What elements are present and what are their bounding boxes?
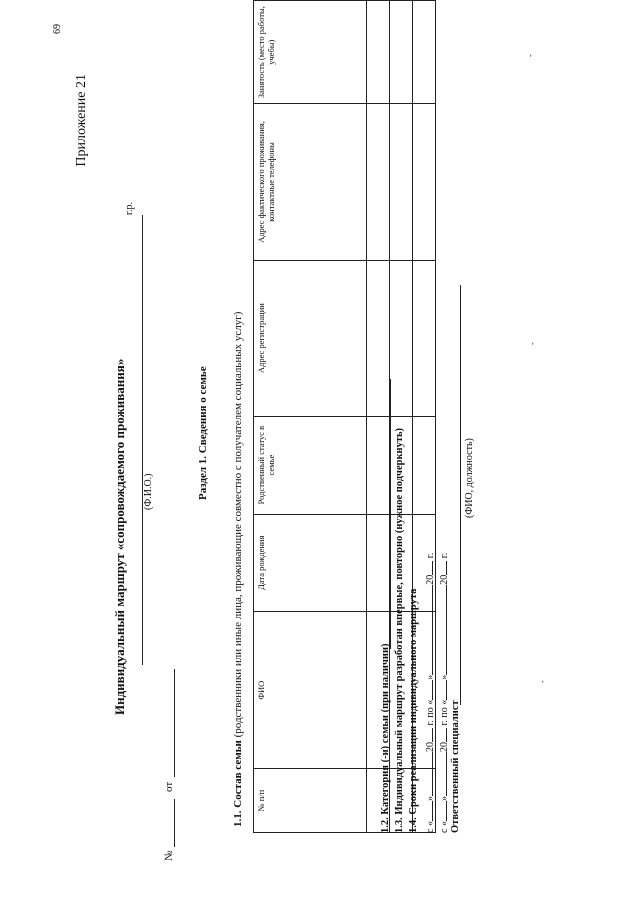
month-field[interactable]: [422, 585, 433, 675]
header-registration-address: Адрес регистрации: [254, 260, 367, 416]
item-1-3: 1.3. Индивидуальный маршрут разработан впервые, повторно (нужное подчеркнуть): [394, 427, 405, 833]
period-from-prefix: с «: [439, 821, 450, 833]
header-birth-date: Дата рождения: [254, 514, 367, 611]
item-1-2: 1.2. Категория (-и) семьи (при наличии): [380, 643, 391, 833]
item-1-1-description: (родственники или иные лица, проживающие совместно с получателем социальных услуг): [232, 311, 244, 741]
header-employment: Занятость (место работы, учебы): [254, 1, 367, 104]
day-field[interactable]: [422, 680, 433, 700]
period-quote: »: [439, 796, 450, 802]
table-header-row: [254, 1, 367, 833]
number-field-line[interactable]: [174, 799, 175, 847]
scan-mark: -: [538, 680, 547, 683]
period-year: 20: [425, 574, 436, 585]
period-to-prefix: г. по «: [425, 699, 436, 726]
responsible-specialist-label: Ответственный специалист: [450, 700, 461, 833]
period-quote: »: [425, 796, 436, 802]
table-cell[interactable]: [390, 1, 413, 104]
year-field[interactable]: [436, 561, 447, 575]
month-field[interactable]: [436, 585, 447, 675]
table-cell[interactable]: [367, 260, 390, 416]
year-field[interactable]: [422, 728, 433, 742]
year-field[interactable]: [422, 561, 433, 575]
responsible-hint: (ФИО, должность): [464, 438, 475, 518]
table-cell[interactable]: [413, 1, 436, 104]
period-year-suffix: г.: [425, 552, 436, 559]
day-field[interactable]: [436, 680, 447, 700]
table-cell[interactable]: [390, 104, 413, 260]
period-row-2: [436, 553, 450, 833]
table-cell[interactable]: [367, 514, 390, 611]
header-relation: Родственный статус в семье: [254, 416, 367, 514]
item-1-4: 1.4. Сроки реализации индивидуального маршрута: [408, 588, 419, 833]
period-to-prefix: г. по «: [439, 699, 450, 726]
item-1-1-label: 1.1. Состав семьи: [232, 740, 244, 827]
period-quote: »: [425, 674, 436, 680]
table-cell[interactable]: [413, 416, 436, 514]
month-field[interactable]: [436, 752, 447, 796]
from-label: от: [163, 781, 175, 792]
period-year: 20: [425, 742, 436, 753]
birth-year-label: г.р.: [124, 202, 135, 215]
period-row-1: [422, 553, 436, 833]
page-number: 69: [52, 24, 63, 34]
scan-mark: -: [526, 54, 535, 57]
day-field[interactable]: [422, 801, 433, 821]
number-label: №: [163, 850, 175, 861]
month-field[interactable]: [422, 752, 433, 796]
table-cell[interactable]: [367, 1, 390, 104]
header-index: № п/п: [254, 769, 367, 833]
table-cell[interactable]: [390, 260, 413, 416]
period-year: 20: [439, 574, 450, 585]
responsible-field-line[interactable]: [460, 285, 461, 705]
period-year-suffix: г.: [439, 552, 450, 559]
category-field-line[interactable]: [390, 379, 391, 649]
appendix-label: Приложение 21: [74, 74, 89, 167]
table-cell[interactable]: [367, 104, 390, 260]
day-field[interactable]: [436, 801, 447, 821]
header-actual-address: Адрес фактического проживания, контактные телефоны: [254, 104, 367, 260]
scan-mark: -: [528, 342, 537, 345]
table-cell[interactable]: [367, 416, 390, 514]
table-cell[interactable]: [413, 104, 436, 260]
table-cell[interactable]: [413, 260, 436, 416]
header-fio: ФИО: [254, 612, 367, 769]
fio-field-line[interactable]: [128, 215, 143, 665]
period-from-prefix: с «: [425, 821, 436, 833]
family-composition-heading: [232, 312, 244, 827]
year-field[interactable]: [436, 728, 447, 742]
date-field-line[interactable]: [174, 669, 175, 777]
fio-hint: (Ф.И.О.): [143, 473, 154, 510]
document-title: Индивидуальный маршрут «сопровождаемого проживания»: [112, 358, 127, 715]
period-quote: »: [439, 674, 450, 680]
section-title: Раздел 1. Сведения о семье: [197, 366, 209, 500]
period-year: 20: [439, 742, 450, 753]
